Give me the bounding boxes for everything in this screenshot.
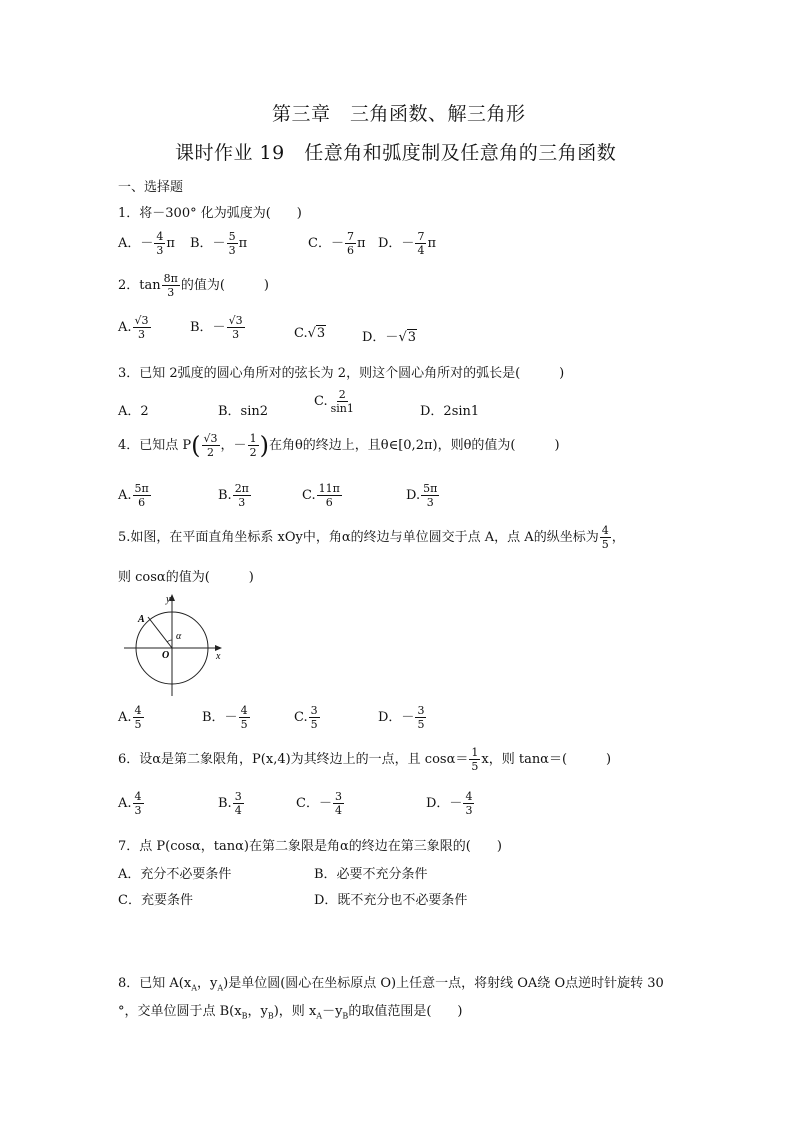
q4-option-a: A. $\frac{5\pi}{6}$ bbox=[118, 482, 149, 509]
q5-option-c: C. $\frac{3}{5}$ bbox=[294, 704, 318, 731]
fig-label-alpha: α bbox=[176, 631, 182, 642]
q2-option-a: A. $\frac{√3}{3}$ bbox=[118, 314, 149, 341]
q2-option-c: C.√3 bbox=[294, 326, 326, 341]
q3-option-d: D．2sin1 bbox=[420, 404, 480, 419]
question-6-stem: 6．设α是第二象限角，P(x,4)为其终边上的一点，且 cosα＝ $\frac{1}{5}$ x，则 tanα＝( ) bbox=[118, 746, 612, 773]
question-5-stem: 5.如图，在平面直角坐标系 xOy中，角α的终边与单位圆交于点 A，点 A的纵坐标为 $\frac{4}{5}$ ， bbox=[118, 524, 625, 551]
q1-option-b: B．－ $\frac{5}{3}$ π bbox=[190, 230, 248, 257]
lesson-title: 课时作业 19 任意角和弧度制及任意角的三角函数 bbox=[175, 142, 617, 164]
q5-option-d: D．－ $\frac{3}{5}$ bbox=[378, 704, 425, 731]
q7-option-b: B．必要不充分条件 bbox=[314, 867, 428, 882]
q6-option-c: C．－ $\frac{3}{4}$ bbox=[296, 790, 342, 817]
section-heading: 一、选择题 bbox=[118, 180, 184, 195]
q4-option-b: B. $\frac{2\pi}{3}$ bbox=[218, 482, 249, 509]
question-7-stem: 7．点 P(cosα，tanα)在第二象限是角α的终边在第三象限的( ) bbox=[118, 839, 502, 854]
fig-label-x: x bbox=[216, 651, 221, 662]
fig-label-o: O bbox=[162, 650, 170, 661]
question-3-stem: 3．已知 2弧度的圆心角所对的弦长为 2，则这个圆心角所对的弧长是( ) bbox=[118, 366, 565, 381]
question-8-line2: °，交单位圆于点 $B(x_B$，$y_B$)，则 $x_A-y_B$的取值范围是( ) bbox=[118, 1004, 463, 1021]
q7-option-d: D．既不充分也不必要条件 bbox=[314, 893, 468, 908]
q1-option-a: A．－ $\frac{4}{3}$ π bbox=[118, 230, 175, 257]
q6-option-d: D．－ $\frac{4}{3}$ bbox=[426, 790, 473, 817]
q1-option-c: C．－ $\frac{7}{6}$ π bbox=[308, 230, 366, 257]
q2-option-d: D．－√3 bbox=[362, 330, 417, 345]
question-8-line1: 8．已知 $A(x_A$，$y_A$)是单位圆(圆心在坐标原点 O)上任意一点，将射线 OA绕 O点逆时针旋转 30 bbox=[118, 976, 664, 993]
q6-option-a: A. $\frac{4}{3}$ bbox=[118, 790, 142, 817]
question-4-stem: 4．已知点 P( $\frac{√3}{2}$ ，－ $\frac{1}{2}$ )在角θ的终边上，且θ∈[0,2π)，则θ的值为( ) bbox=[118, 431, 560, 460]
q3-option-b: B．sin2 bbox=[218, 404, 269, 419]
q6-option-b: B. $\frac{3}{4}$ bbox=[218, 790, 242, 817]
question-5-line2: 则 cosα的值为( ) bbox=[118, 570, 254, 585]
fig-label-a: A bbox=[138, 614, 145, 625]
question-1-stem: 1．将－300° 化为弧度为( ) bbox=[118, 206, 302, 221]
q5-option-b: B．－ $\frac{4}{5}$ bbox=[202, 704, 248, 731]
q1-option-d: D．－ $\frac{7}{4}$ π bbox=[378, 230, 436, 257]
question-2-stem: 2．tan $\frac{8\pi}{3}$ 的值为( ) bbox=[118, 272, 270, 299]
q7-option-c: C．充要条件 bbox=[118, 893, 193, 908]
q7-option-a: A．充分不必要条件 bbox=[118, 867, 232, 882]
q5-option-a: A. $\frac{4}{5}$ bbox=[118, 704, 142, 731]
q4-option-c: C. $\frac{11\pi}{6}$ bbox=[302, 482, 340, 509]
q4-option-d: D. $\frac{5\pi}{3}$ bbox=[406, 482, 438, 509]
unit-circle-figure bbox=[118, 592, 228, 698]
fig-label-y: y bbox=[166, 594, 171, 605]
q2-option-b: B．－ $\frac{√3}{3}$ bbox=[190, 314, 243, 341]
chapter-title: 第三章 三角函数、解三角形 bbox=[272, 103, 526, 125]
q3-option-c: C. $\frac{2}{\sin 1}$ bbox=[314, 388, 354, 415]
q3-option-a: A．2 bbox=[118, 404, 149, 419]
